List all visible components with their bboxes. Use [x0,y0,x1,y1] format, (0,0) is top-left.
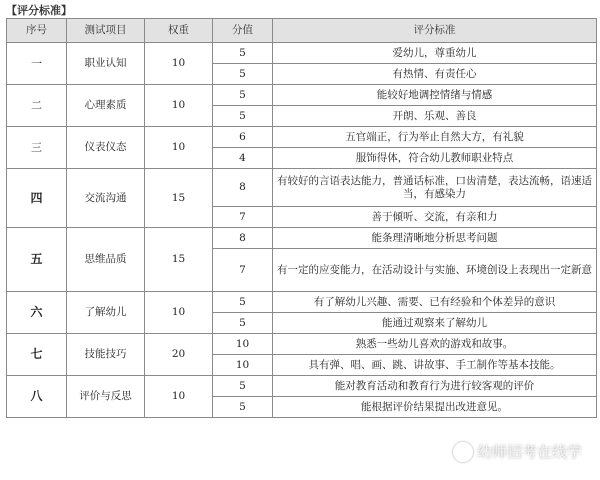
cell-criteria: 能条理清晰地分析思考问题 [273,228,597,249]
cell-criteria: 爱幼儿，尊重幼儿 [273,43,597,64]
cell-score: 5 [213,85,273,106]
cell-item: 仪表仪态 [67,127,145,169]
cell-score: 8 [213,228,273,249]
cell-criteria: 熟悉一些幼儿喜欢的游戏和故事。 [273,334,597,355]
scoring-table [6,18,597,418]
cell-seq: 二 [7,85,67,127]
cell-criteria: 能根据评价结果提出改进意见。 [273,397,597,418]
table-header-row [7,19,597,43]
cell-criteria: 能通过观察来了解幼儿 [273,313,597,334]
cell-seq: 五 [7,228,67,292]
table-row [7,228,597,249]
cell-score: 5 [213,106,273,127]
cell-criteria: 能对教育活动和教育行为进行较客观的评价 [273,376,597,397]
cell-weight: 10 [145,376,213,418]
cell-seq: 六 [7,292,67,334]
cell-weight: 10 [145,43,213,85]
cell-criteria: 有较好的言语表达能力，普通话标准，口齿清楚，表达流畅，语速适当，有感染力 [273,169,597,207]
table-row [7,85,597,106]
column-header-weight: 权重 [145,19,213,43]
cell-score: 4 [213,148,273,169]
cell-score: 6 [213,127,273,148]
cell-item: 交流沟通 [67,169,145,228]
column-header-item: 测试项目 [67,19,145,43]
cell-score: 7 [213,207,273,228]
table-row [7,127,597,148]
cell-item: 了解幼儿 [67,292,145,334]
cell-score: 5 [213,397,273,418]
table-row [7,376,597,397]
cell-weight: 10 [145,127,213,169]
cell-criteria: 开朗、乐观、善良 [273,106,597,127]
cell-weight: 10 [145,292,213,334]
watermark-text: 幼师招考在线学 [476,443,582,461]
cell-criteria: 有热情、有责任心 [273,64,597,85]
watermark-logo-icon [453,442,473,462]
cell-criteria: 能较好地调控情绪与情感 [273,85,597,106]
cell-criteria: 具有弹、唱、画、跳、讲故事、手工制作等基本技能。 [273,355,597,376]
cell-score: 5 [213,43,273,64]
cell-score: 10 [213,355,273,376]
cell-criteria: 有一定的应变能力，在活动设计与实施、环境创设上表现出一定新意 [273,249,597,292]
column-header-score: 分值 [213,19,273,43]
cell-weight: 20 [145,334,213,376]
cell-seq: 一 [7,43,67,85]
section-heading: 【评分标准】 [6,4,72,17]
cell-weight: 10 [145,85,213,127]
cell-item: 思维品质 [67,228,145,292]
cell-score: 5 [213,376,273,397]
cell-criteria: 服饰得体，符合幼儿教师职业特点 [273,148,597,169]
cell-weight: 15 [145,228,213,292]
cell-score: 10 [213,334,273,355]
cell-score: 5 [213,64,273,85]
column-header-seq: 序号 [7,19,67,43]
cell-criteria: 五官端正，行为举止自然大方，有礼貌 [273,127,597,148]
table-row [7,292,597,313]
cell-seq: 四 [7,169,67,228]
table-body [7,43,597,418]
table-row [7,169,597,207]
cell-seq: 七 [7,334,67,376]
cell-score: 5 [213,292,273,313]
cell-seq: 八 [7,376,67,418]
cell-item: 职业认知 [67,43,145,85]
cell-criteria: 善于倾听、交流，有亲和力 [273,207,597,228]
cell-item: 评价与反思 [67,376,145,418]
cell-score: 7 [213,249,273,292]
cell-weight: 15 [145,169,213,228]
cell-criteria: 有了解幼儿兴趣、需要、已有经验和个体差异的意识 [273,292,597,313]
watermark [453,441,582,462]
cell-item: 心理素质 [67,85,145,127]
table-row [7,334,597,355]
cell-score: 8 [213,169,273,207]
table-row [7,43,597,64]
cell-score: 5 [213,313,273,334]
cell-item: 技能技巧 [67,334,145,376]
cell-seq: 三 [7,127,67,169]
column-header-criteria: 评分标准 [273,19,597,43]
